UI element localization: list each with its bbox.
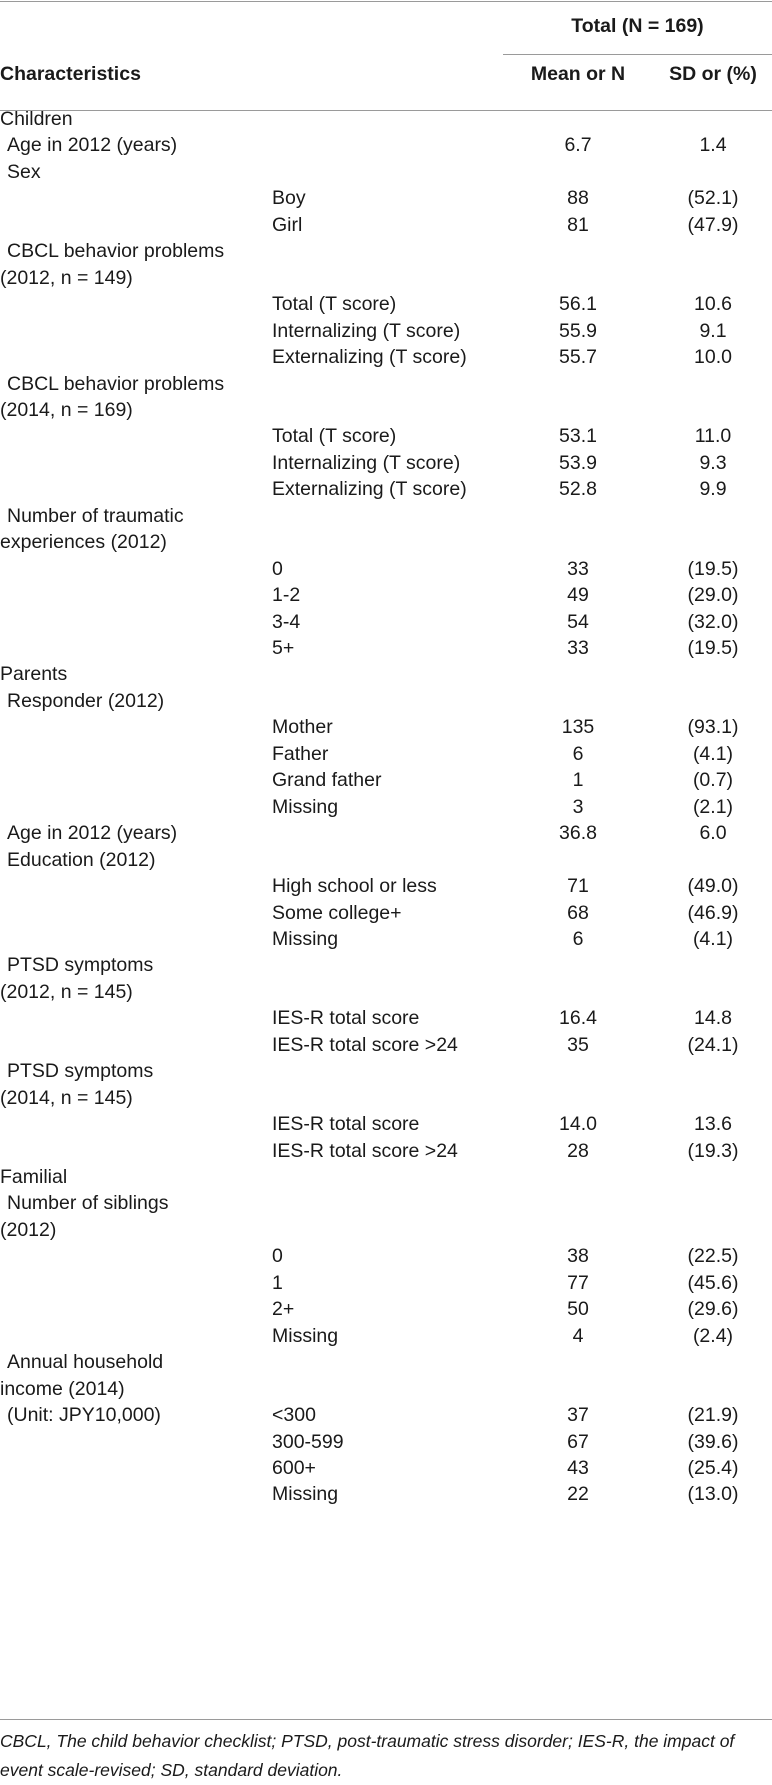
row-sd-value: (19.5) <box>687 558 739 580</box>
row-mean-value: 37 <box>567 1404 589 1426</box>
row-sd-value: 11.0 <box>694 425 732 447</box>
row-characteristic: Annual household <box>7 1351 164 1373</box>
table-footnote: CBCL, The child behavior checklist; PTSD, post-traumatic stress disorder; IES-R, the impact of event scale-revised; SD, standard deviation. <box>0 1731 735 1780</box>
row-characteristic: Sex <box>7 161 41 183</box>
row-mean-value: 6 <box>572 928 584 950</box>
row-characteristic: experiences (2012) <box>0 531 167 553</box>
row-category: Total (T score) <box>272 293 397 315</box>
row-characteristic: Age in 2012 (years) <box>7 822 178 844</box>
row-sd-value: (25.4) <box>687 1457 739 1479</box>
row-mean-value: 6.7 <box>564 134 592 156</box>
row-category: Some college+ <box>272 902 402 924</box>
row-category: Missing <box>272 1483 339 1505</box>
row-category: 300-599 <box>272 1431 344 1453</box>
row-category: Grand father <box>272 769 382 791</box>
row-mean-value: 6 <box>572 743 584 765</box>
col-header-mean: Mean or N <box>530 63 626 85</box>
row-mean-value: 53.9 <box>559 452 597 474</box>
row-sd-value: (46.9) <box>687 902 739 924</box>
row-category: High school or less <box>272 875 437 897</box>
row-sd-value: 9.1 <box>699 320 727 342</box>
row-sd-value: 9.9 <box>699 478 727 500</box>
row-sd-value: 10.0 <box>694 346 732 368</box>
row-characteristic: Education (2012) <box>7 849 156 871</box>
row-characteristic: PTSD symptoms <box>7 954 154 976</box>
row-sd-value: (49.0) <box>687 875 739 897</box>
row-mean-value: 49 <box>567 584 589 606</box>
row-sd-value: (24.1) <box>687 1034 739 1056</box>
col-header-characteristics: Characteristics <box>0 63 141 85</box>
row-characteristic: Number of siblings <box>7 1192 169 1214</box>
row-category: 5+ <box>272 637 295 659</box>
row-sd-value: (93.1) <box>687 716 739 738</box>
row-mean-value: 33 <box>567 558 589 580</box>
row-sd-value: (22.5) <box>687 1245 739 1267</box>
top-rule <box>0 1 772 2</box>
row-category: <300 <box>272 1404 316 1426</box>
row-sd-value: (13.0) <box>687 1483 739 1505</box>
spanner-rule <box>503 54 772 55</box>
row-category: Boy <box>272 187 306 209</box>
row-sd-value: (2.1) <box>692 796 734 818</box>
row-sd-value: (39.6) <box>687 1431 739 1453</box>
row-mean-value: 77 <box>567 1272 589 1294</box>
row-category: IES-R total score <box>272 1007 420 1029</box>
row-characteristic: CBCL behavior problems <box>7 240 225 262</box>
row-sd-value: (52.1) <box>687 187 739 209</box>
row-category: 1 <box>272 1272 283 1294</box>
row-mean-value: 3 <box>572 796 584 818</box>
row-sd-value: (2.4) <box>692 1325 734 1347</box>
row-characteristic: PTSD symptoms <box>7 1060 154 1082</box>
row-characteristic: Parents <box>0 663 68 685</box>
row-mean-value: 135 <box>561 716 595 738</box>
row-mean-value: 22 <box>567 1483 589 1505</box>
row-mean-value: 56.1 <box>559 293 597 315</box>
row-category: Missing <box>272 796 339 818</box>
row-sd-value: 14.8 <box>694 1007 732 1029</box>
row-mean-value: 68 <box>567 902 589 924</box>
row-category: IES-R total score <box>272 1113 420 1135</box>
row-category: Externalizing (T score) <box>272 346 467 368</box>
row-characteristic: Age in 2012 (years) <box>7 134 178 156</box>
row-characteristic: Number of traumatic <box>7 505 184 527</box>
row-mean-value: 14.0 <box>559 1113 597 1135</box>
row-sd-value: 13.6 <box>694 1113 732 1135</box>
row-mean-value: 81 <box>567 214 589 236</box>
row-sd-value: (4.1) <box>692 928 734 950</box>
row-category: Internalizing (T score) <box>272 452 461 474</box>
row-category: Father <box>272 743 329 765</box>
row-category: 600+ <box>272 1457 316 1479</box>
row-sd-value: 1.4 <box>699 134 727 156</box>
total-header: Total (N = 169) <box>571 15 704 37</box>
row-characteristic: Responder (2012) <box>7 690 165 712</box>
row-category: 0 <box>272 558 283 580</box>
row-mean-value: 16.4 <box>559 1007 597 1029</box>
row-category: Externalizing (T score) <box>272 478 467 500</box>
row-category: Mother <box>272 716 333 738</box>
header-rule <box>0 110 772 111</box>
row-sd-value: (21.9) <box>687 1404 739 1426</box>
row-sd-value: (0.7) <box>692 769 734 791</box>
row-characteristic: (2012) <box>0 1219 57 1241</box>
row-mean-value: 55.7 <box>559 346 597 368</box>
row-characteristic: income (2014) <box>0 1378 125 1400</box>
row-mean-value: 36.8 <box>559 822 597 844</box>
row-category: 2+ <box>272 1298 295 1320</box>
row-mean-value: 50 <box>567 1298 589 1320</box>
row-sd-value: (29.6) <box>687 1298 739 1320</box>
row-mean-value: 71 <box>567 875 589 897</box>
row-category: 3-4 <box>272 611 301 633</box>
row-characteristic: (2012, n = 145) <box>0 981 133 1003</box>
row-characteristic: Children <box>0 108 73 130</box>
row-characteristic: CBCL behavior problems <box>7 373 225 395</box>
row-sd-value: 9.3 <box>699 452 727 474</box>
row-sd-value: (4.1) <box>692 743 734 765</box>
row-category: Total (T score) <box>272 425 397 447</box>
row-mean-value: 1 <box>572 769 584 791</box>
row-sd-value: 6.0 <box>699 822 727 844</box>
row-category: IES-R total score >24 <box>272 1140 458 1162</box>
row-sd-value: (19.3) <box>687 1140 739 1162</box>
row-mean-value: 33 <box>567 637 589 659</box>
row-characteristic: (2014, n = 145) <box>0 1087 133 1109</box>
row-mean-value: 55.9 <box>559 320 597 342</box>
row-mean-value: 43 <box>567 1457 589 1479</box>
row-mean-value: 35 <box>567 1034 589 1056</box>
row-characteristic: Familial <box>0 1166 68 1188</box>
row-mean-value: 38 <box>567 1245 589 1267</box>
row-mean-value: 53.1 <box>559 425 597 447</box>
row-mean-value: 4 <box>572 1325 584 1347</box>
row-mean-value: 28 <box>567 1140 589 1162</box>
row-sd-value: (19.5) <box>687 637 739 659</box>
bottom-rule <box>0 1719 772 1720</box>
row-mean-value: 54 <box>567 611 589 633</box>
row-category: Missing <box>272 928 339 950</box>
row-category: 0 <box>272 1245 283 1267</box>
row-category: IES-R total score >24 <box>272 1034 458 1056</box>
row-sd-value: (32.0) <box>687 611 739 633</box>
col-header-sd: SD or (%) <box>669 63 757 85</box>
row-category: Internalizing (T score) <box>272 320 461 342</box>
row-sd-value: (45.6) <box>687 1272 739 1294</box>
row-sd-value: 10.6 <box>694 293 732 315</box>
row-mean-value: 67 <box>567 1431 589 1453</box>
row-mean-value: 88 <box>567 187 589 209</box>
row-category: 1-2 <box>272 584 301 606</box>
row-characteristic: (2012, n = 149) <box>0 267 133 289</box>
row-category: Missing <box>272 1325 339 1347</box>
row-sd-value: (47.9) <box>687 214 739 236</box>
row-sd-value: (29.0) <box>687 584 739 606</box>
row-characteristic: (Unit: JPY10,000) <box>7 1404 161 1426</box>
row-mean-value: 52.8 <box>559 478 597 500</box>
row-category: Girl <box>272 214 303 236</box>
row-characteristic: (2014, n = 169) <box>0 399 133 421</box>
